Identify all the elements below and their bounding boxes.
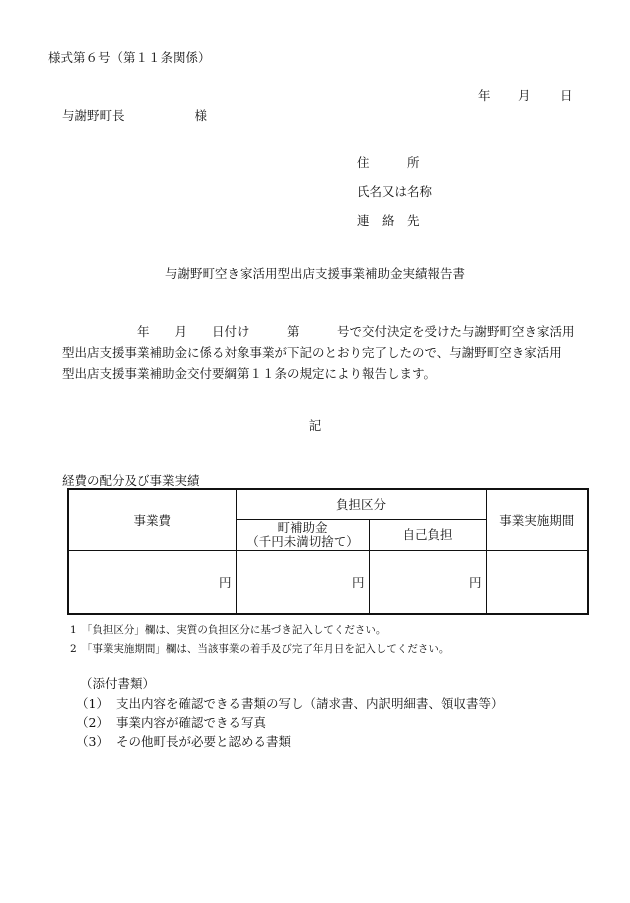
date-year-label: 年: [478, 88, 491, 103]
body-line-2: 型出店支援事業補助金に係る対象事業が下記のとおり完了したので、与謝野町空き家活用: [62, 345, 562, 360]
table-notes: [70, 621, 449, 659]
body-line-3: 型出店支援事業補助金交付要綱第１１条の規定により報告します。: [62, 366, 437, 381]
applicant-contact-label: 連 絡 先: [357, 213, 420, 228]
date-day-label: 日: [560, 88, 573, 103]
yen-unit: 円: [351, 574, 365, 590]
attachment-item: （3） その他町長が必要と認める書類: [76, 734, 292, 749]
header-town-subsidy-line1: 町補助金: [277, 519, 328, 535]
date-month-label: 月: [518, 88, 531, 103]
cell-period[interactable]: [486, 550, 588, 614]
cell-self-burden-amount[interactable]: [369, 550, 486, 614]
header-self-burden: 自己負担: [369, 519, 486, 550]
header-town-subsidy-line2: （千円未満切捨て）: [246, 533, 359, 549]
applicant-address-label: 住 所: [357, 155, 420, 170]
yen-unit: 円: [469, 574, 482, 590]
note-item: 1 「負担区分」欄は、実質の負担区分に基づき記入してください。: [70, 624, 387, 636]
addressee-line: [62, 106, 207, 124]
table-caption: 経費の配分及び事業実績: [62, 473, 200, 488]
applicant-block: [357, 148, 432, 235]
header-period: 事業実施期間: [486, 489, 588, 550]
form-number: 様式第６号（第１１条関係）: [48, 50, 211, 65]
header-expense: 事業費: [68, 489, 236, 550]
note-item: 2 「事業実施期間」欄は、当該事業の着手及び完了年月日を記入してください。: [70, 643, 450, 655]
cell-expense-amount[interactable]: [68, 550, 236, 614]
body-line-1: 年 月 日付け 第 号で交付決定を受けた与謝野町空き家活用: [62, 324, 575, 339]
addressee-honorific: 様: [194, 108, 208, 123]
attachments-heading: （添付書類）: [80, 676, 156, 691]
attachments-list: [76, 694, 504, 751]
attachment-item: （2） 事業内容が確認できる写真: [76, 715, 267, 730]
attachment-item: （1） 支出内容を確認できる書類の写し（請求書、内訳明細書、領収書等）: [76, 696, 504, 711]
yen-unit: 円: [218, 574, 232, 590]
addressee-name: 与謝野町長: [62, 108, 125, 123]
date-line: [478, 86, 573, 104]
header-burden: 負担区分: [236, 489, 486, 519]
applicant-name-label: 氏名又は名称: [357, 184, 433, 199]
report-body: [62, 321, 588, 384]
header-town-subsidy: [236, 519, 369, 550]
cell-town-subsidy-amount[interactable]: [236, 550, 369, 614]
document-title: 与謝野町空き家活用型出店支援事業補助金実績報告書: [164, 266, 465, 281]
expense-table: [67, 488, 589, 615]
ki-heading: 記: [308, 418, 322, 433]
